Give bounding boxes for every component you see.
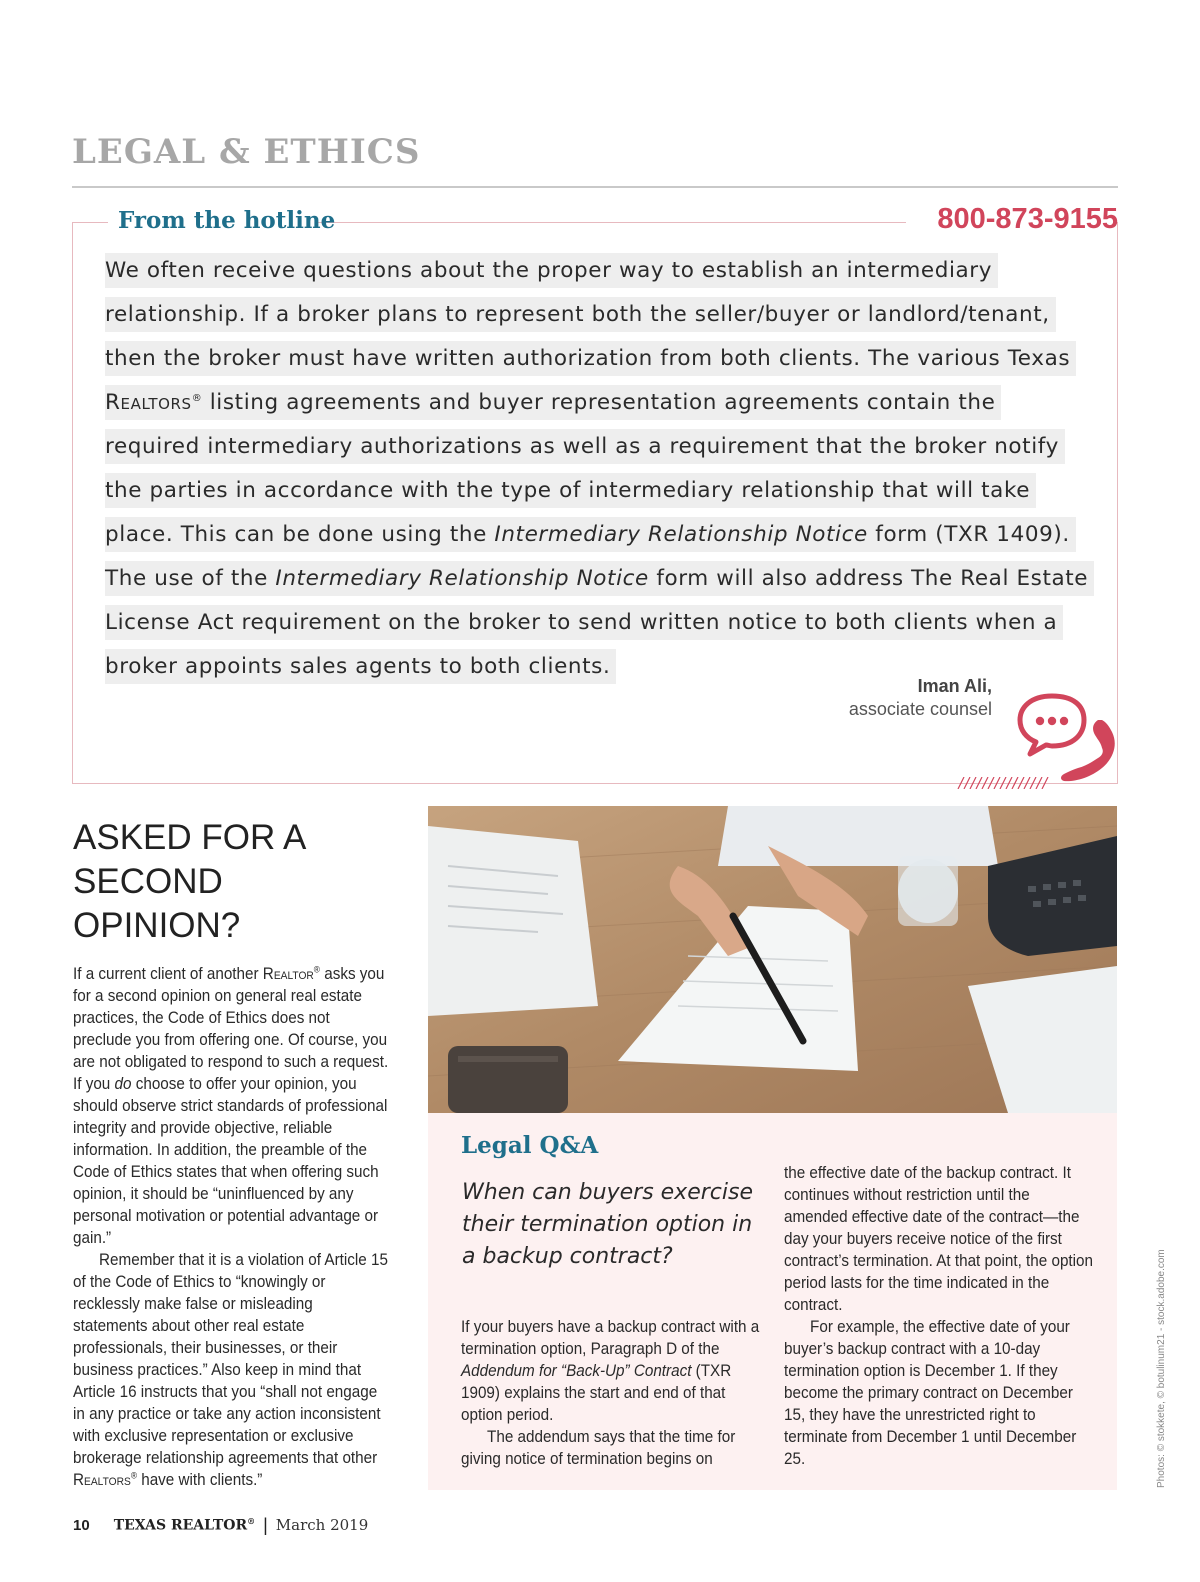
- article-body: [73, 963, 389, 1491]
- qa-paragraph: For example, the effective date of your buyer’s backup contract with a 10-day termination option is December 1. If they become the primary contract on December 15, they have the unrestricted right to terminate from December 1 until December 25.: [784, 1318, 1077, 1468]
- form-name: Intermediary Relationship Notice: [494, 522, 868, 547]
- attribution-title: associate counsel: [848, 699, 992, 719]
- article-title: ASKED FOR A SECOND OPINION?: [73, 818, 305, 945]
- hotline-rule-left: [72, 222, 108, 223]
- article-paragraph: If a current client of another Realtor® asks you for a second opinion on general real estate practices, the Code of Ethics does not preclude you from offering one. Of course, you are not obligated to respond to such a request. If you do choose to offer your opinion, you should observe strict standards of professional integrity and provide objective, reliable information. In addition, the preamble of the Code of Ethics states that when offering such opinion, it should be “uninfluenced by any personal motivation or potential advantage or gain.”: [73, 964, 389, 1247]
- footer-separator: |: [263, 1514, 268, 1535]
- desk-photo-illustration: [428, 806, 1117, 1113]
- photo-credit: Photos: © stokkete, © botulinum21 - stock.adobe.com: [1156, 1249, 1167, 1488]
- qa-paragraph: If your buyers have a backup contract with a termination option, Paragraph D of the Addendum for “Back-Up” Contract (TXR 1909) explains the start and end of that option period.: [461, 1318, 760, 1424]
- hotline-body: We often receive questions about the proper way to establish an intermediary relationship. If a broker plans to represent both the seller/buyer or landlord/tenant, then the broker must have written authorization from both clients. The various Texas Realtors® listing agreements and buyer representation agreements contain the required intermediary authorizations as well as a requirement that the broker notify the parties in accordance with the type of intermediary relationship that will take place. This can be done using the Intermediary Relationship Notice form (TXR 1409). The use of the Intermediary Relationship Notice form will also address The Real Estate License Act requirement on the broker to send written notice to both clients when a broker appoints sales agents to both clients.: [105, 249, 1095, 689]
- page-number: 10: [73, 1516, 90, 1534]
- hotline-phone-number[interactable]: 800-873-9155: [937, 203, 1118, 235]
- qa-answer-column-1: [461, 1316, 760, 1470]
- article-paragraph: Remember that it is a violation of Article 15 of the Code of Ethics to “knowingly or recklessly make false or misleading statements about other real estate professionals, their businesses, or their business practices.” Also keep in mind that Article 16 instructs that you “shall not engage in any practice or take any action inconsistent with exclusive representation or exclusive brokerage relationship agreements that other Realtors® have with clients.”: [73, 1251, 388, 1489]
- realtors-mark: Realtors: [105, 390, 192, 415]
- hotline-rule-middle: [318, 222, 906, 223]
- qa-answer-column-2: [784, 1162, 1096, 1470]
- desk-photo: [428, 806, 1117, 1113]
- issue-date: March 2019: [275, 1516, 369, 1534]
- qa-title: Legal Q&A: [461, 1132, 599, 1159]
- hatch-decoration: [956, 777, 1052, 789]
- qa-question: When can buyers exercise their termination option in a backup contract?: [462, 1180, 753, 1269]
- section-divider: [72, 186, 1118, 188]
- attribution-name: Iman Ali,: [917, 676, 992, 696]
- page-footer: [73, 1514, 368, 1536]
- magazine-name: TEXAS REALTOR®: [113, 1516, 256, 1534]
- qa-paragraph: The addendum says that the time for giving notice of termination begins on: [461, 1428, 736, 1468]
- chat-phone-icon: [1012, 690, 1122, 785]
- form-name: Intermediary Relationship Notice: [275, 566, 649, 591]
- hotline-label: From the hotline: [118, 207, 336, 234]
- qa-paragraph: the effective date of the backup contract. It continues without restriction until the amended effective date of the contract—the day your buyers receive notice of the first contract’s termination. At that point, the option period lasts for the time indicated in the contract.: [784, 1164, 1094, 1314]
- section-title: LEGAL & ETHICS: [72, 132, 421, 172]
